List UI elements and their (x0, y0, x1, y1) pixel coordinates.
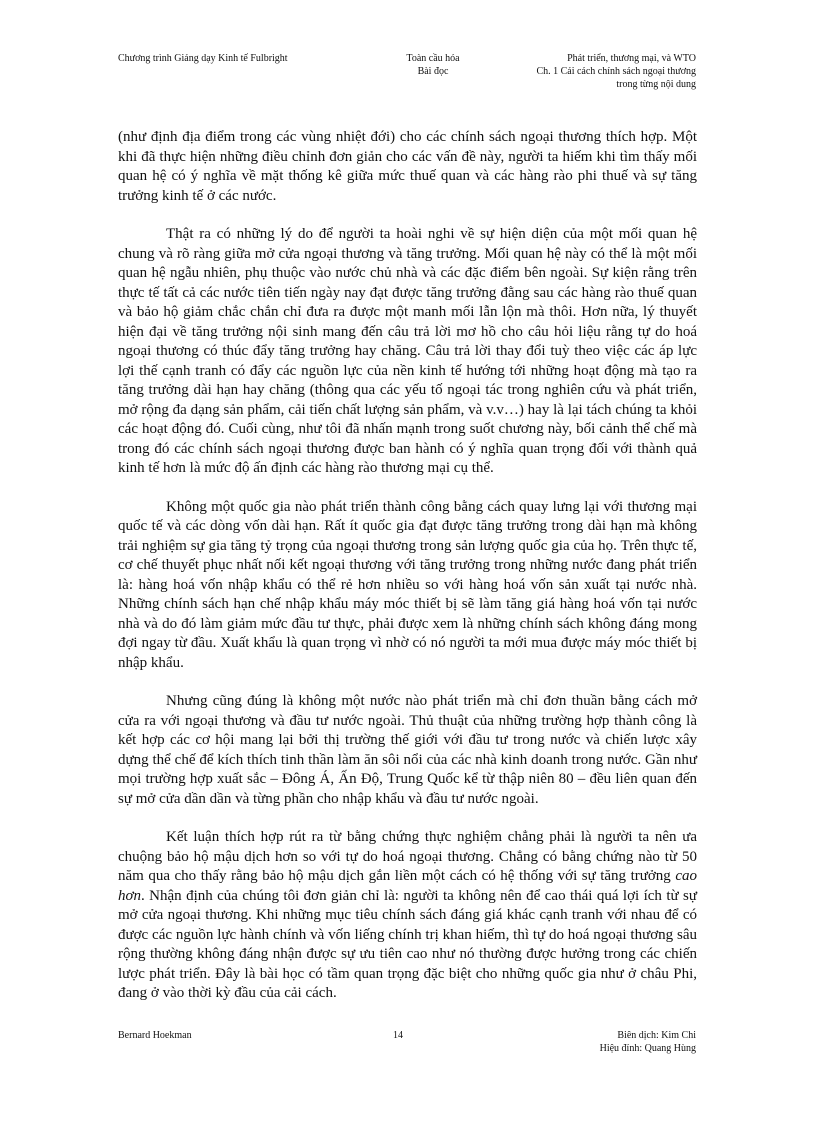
paragraph-3: Không một quốc gia nào phát triển thành công bằng cách quay lưng lại với thương mại quốc tế và các dòng vốn dài hạn. Rất ít quốc gia đạt được tăng trưởng trong dài hạn mà không trải nghiệm sự gia tăng tỷ trọng của ngoại thương trong sản lượng quốc gia của họ. Trên thực tế, cơ chế thuyết phục nhất nối kết ngoại thương với tăng trưởng trong những nước đang phát triển là: hàng hoá vốn nhập khẩu có thể rẻ hơn nhiều so với hàng hoá vốn sản xuất tại nước nhà. Những chính sách hạn chế nhập khẩu máy móc thiết bị sẽ làm tăng giá hàng hoá vốn tại nước nhà và do đó làm giảm mức đầu tư thực, phải được xem là những chính sách không đáng mong đợi ngay từ đầu. Xuất khẩu là quan trọng vì nhờ có nó người ta mới mua được máy móc thiết bị nhập khẩu. (118, 498, 697, 671)
footer-translator: Biên dịch: Kim Chi (617, 1030, 696, 1041)
header-course (388, 52, 478, 78)
header-chapter-title: Ch. 1 Cải cách chính sách ngoại thương (536, 66, 696, 77)
header-program: Chương trình Giảng dạy Kinh tế Fulbright (118, 53, 288, 64)
paragraph-5-text-after: . Nhận định của chúng tôi đơn giản chỉ là: người ta không nên để cao thái quá lợi ích từ sự mở cửa ngoại thương. Khi những mục tiêu chính sách đáng giá khác cạnh tranh với nhau để có được các nguồn lực hành chính và vốn liếng chính trị khan hiếm, thì tự do hoá ngoại thương sâu rộng thường không đáng nhận được sự ưu tiên cao như nó thường được hưởng trong các chiến lược phát triển. Đây là bài học có tầm quan trọng đặc biệt cho những quốc gia như ở châu Phi, đang ở vào thời kỳ đầu của cải cách. (118, 887, 697, 1001)
document-body (118, 128, 697, 1023)
footer-editor: Hiệu đính: Quang Hùng (599, 1043, 696, 1054)
paragraph-5-emphasis: cao hơn (118, 868, 697, 904)
header-course-title: Toàn cầu hóa (406, 53, 460, 64)
paragraph-2: Thật ra có những lý do để người ta hoài nghi về sự hiện diện của một mối quan hệ chung và rõ ràng giữa mở cửa ngoại thương và tăng trưởng. Mối quan hệ này có thể là một mối quan hệ ngẫu nhiên, phụ thuộc vào nước chủ nhà và các đặc điểm bên ngoài. Sự kiện rằng trên thực tế tất cả các nước tiên tiến ngày nay đạt được tăng trưởng đằng sau các hàng rào thuế quan và bảo hộ giảm chắc chắn chỉ đưa ra được một manh mối lẫn lộn mà thôi. Hơn nữa, lý thuyết hiện đại về tăng trưởng nội sinh mang đến câu trả lời mơ hồ cho câu hỏi liệu rằng tự do hoá ngoại thương có thúc đẩy tăng trưởng hay chăng. Câu trả lời thay đổi tuỳ theo việc các áp lực lợi thế cạnh tranh có đẩy các nguồn lực của nền kinh tế hướng tới những hoạt động mà tạo ra tăng trưởng dài hạn hay chăng (thông qua các yếu tố ngoại tác trong nghiên cứu và phát triển, mở rộng đa dạng sản phẩm, cải tiến chất lượng sản phẩm, và v.v…) hay là lại tách chúng ta khỏi các hoạt động đó. Cuối cùng, như tôi đã nhấn mạnh trong suốt chương này, bối cảnh thể chế mà trong đó các chính sách ngoại thương được ban hành có ý nghĩa quan trọng đối với thành quả kinh tế hơn là mức độ ấn định các hàng rào thương mại cụ thể. (118, 226, 697, 476)
paragraph-5-text-before: Kết luận thích hợp rút ra từ bằng chứng thực nghiệm chẳng phải là người ta nên ưa chuộng bảo hộ mậu dịch hơn so với tự do hoá ngoại thương. Chẳng có bằng chứng nào từ 50 năm qua cho thấy rằng bảo hộ mậu dịch gắn liền một cách có hệ thống với sự tăng trưởng (118, 829, 697, 884)
page-number: 14 (393, 1030, 403, 1041)
header-reading-label: Bài đọc (417, 66, 449, 77)
footer-credits (560, 1029, 696, 1055)
paragraph-4: Nhưng cũng đúng là không một nước nào phát triển mà chỉ đơn thuần bằng cách mở cửa ra với ngoại thương và đầu tư nước ngoài. Thủ thuật của những trường hợp thành công là kết hợp các cơ hội mang lại bởi thị trường thế giới với đầu tư trong nước và chiến lược xây dựng thể chế để kích thích tinh thần làm ăn sôi nổi của các nhà kinh doanh trong nước. Gần như mọi trường hợp xuất sắc – Đông Á, Ấn Độ, Trung Quốc kể từ thập niên 80 – đều liên quan đến sự mở cửa dần dần và từng phần cho nhập khẩu và đầu tư nước ngoài. (118, 693, 697, 807)
paragraph-5 (118, 828, 697, 1004)
header-chapter (518, 52, 696, 91)
header-book-title: Phát triển, thương mại, và WTO (567, 53, 696, 64)
paragraph-1: (như định địa điểm trong các vùng nhiệt đới) cho các chính sách ngoại thương thích hợp. Một khi đã thực hiện những điều chỉnh đơn giản cho các vấn đề này, người ta hiếm khi tìm thấy mối quan hệ có ý nghĩa về mặt thống kê giữa mức thuế quan và các hàng rào phi thuế và sự tăng trưởng kinh tế ở các nước. (118, 129, 697, 204)
footer-author: Bernard Hoekman (118, 1030, 192, 1041)
header-chapter-subtitle: trong từng nội dung (616, 79, 696, 90)
